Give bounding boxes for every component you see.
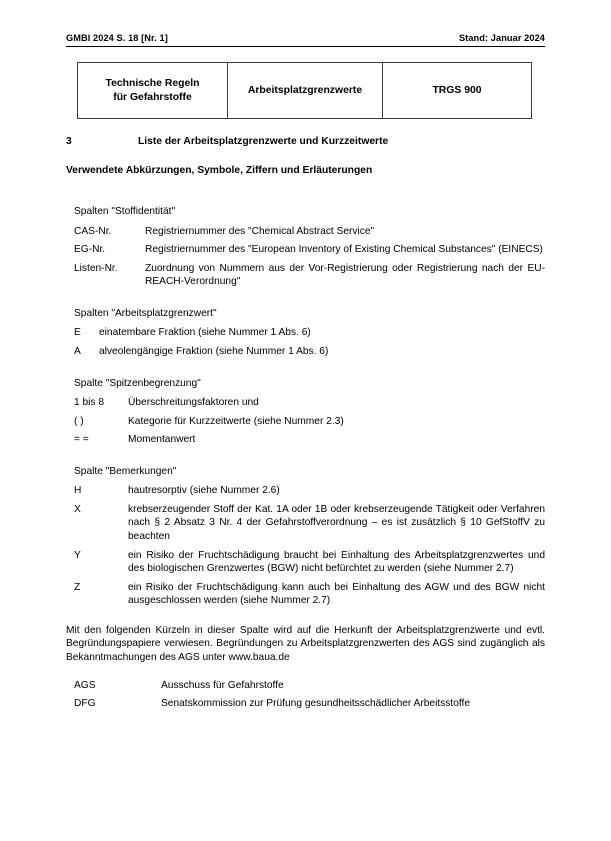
header-left-text: GMBl 2024 S. 18 [Nr. 1] (66, 33, 168, 43)
definition-key: H (74, 485, 82, 497)
definition-row (66, 433, 545, 447)
definition-value: alveolengängige Fraktion (siehe Nummer 1 Abs. 6) (99, 345, 329, 357)
section-number: 3 (66, 136, 72, 147)
definition-row (66, 679, 545, 693)
definition-key: EG-Nr. (74, 244, 106, 256)
title-cell-line1: Technische Regeln (105, 77, 200, 89)
document-body (66, 205, 545, 729)
definition-value: Überschreitungsfaktoren und (128, 397, 259, 409)
group-bemerkungen (66, 465, 545, 608)
title-cell-line2: für Gefahrstoffe (113, 91, 192, 103)
definition-row (66, 396, 545, 410)
definition-row (66, 326, 545, 340)
definition-value: Registriernummer des "European Inventory of Existing Chemical Substances" (EINECS) (145, 244, 543, 256)
group-arbeitsplatzgrenzwert (66, 307, 545, 359)
definition-row (66, 549, 545, 576)
group-title: Spalte "Spitzenbegrenzung" (74, 377, 201, 389)
group-title: Spalten "Arbeitsplatzgrenzwert" (74, 307, 217, 319)
definition-value: einatembare Fraktion (siehe Nummer 1 Abs. 6) (99, 327, 311, 339)
definition-key: X (74, 503, 81, 515)
title-table (77, 62, 532, 119)
definition-key: Y (74, 549, 81, 561)
definition-key: CAS-Nr. (74, 225, 112, 237)
running-header (66, 33, 545, 47)
header-right-text: Stand: Januar 2024 (458, 33, 545, 43)
definition-value: Momentanwert (128, 434, 196, 446)
closing-paragraph: Mit den folgenden Kürzeln in dieser Spalte wird auf die Herkunft der Arbeitsplatzgrenzwerte und evtl. Begründungspapiere verwiesen. Begründungen zu Arbeitsplatzgrenzwerten des AGS sind zugänglich als Bekanntmachungen des AGS unter www.baua.de (66, 624, 545, 663)
section-title: Liste der Arbeitsplatzgrenzwerte und Kurzzeitwerte (138, 136, 389, 147)
definition-row (66, 225, 545, 239)
definition-value: Kategorie für Kurzzeitwerte (siehe Nummer 2.3) (128, 415, 344, 427)
group-title: Spalte "Bemerkungen" (74, 465, 177, 477)
definition-row (66, 484, 545, 498)
definition-value: Registriernummer des "Chemical Abstract Service" (145, 225, 375, 237)
group-title: Spalten "Stoffidentität" (74, 206, 176, 217)
group-spitzenbegrenzung (66, 377, 545, 447)
definition-value: hautresorptiv (siehe Nummer 2.6) (128, 485, 280, 497)
definition-key: Listen-Nr. (74, 262, 118, 274)
group-quellen (66, 624, 545, 711)
section-heading (66, 136, 545, 147)
title-cell-regulation-body (78, 63, 228, 118)
definition-row (66, 345, 545, 359)
definition-key: A (74, 345, 81, 357)
definition-value: Senatskommission zur Prüfung gesundheitsschädlicher Arbeitsstoffe (161, 698, 470, 710)
group-stoffidentitaet (66, 205, 545, 289)
definition-row (66, 415, 545, 429)
definition-key: Z (74, 581, 81, 593)
definition-value: Ausschuss für Gefahrstoffe (161, 679, 284, 691)
title-cell-document-code: TRGS 900 (432, 84, 482, 96)
definition-key: 1 bis 8 (74, 397, 105, 409)
definition-row (66, 503, 545, 544)
section-subtitle: Verwendete Abkürzungen, Symbole, Ziffern und Erläuterungen (66, 165, 373, 176)
definition-value: ein Risiko der Fruchtschädigung braucht bei Einhaltung des Arbeitsplatzgrenzwertes und des biologischen Grenzwertes (BGW) nicht befürchtet zu werden (siehe Nummer 2.7) (128, 549, 545, 575)
definition-value: ein Risiko der Fruchtschädigung kann auch bei Einhaltung des AGW und des BGW nicht ausgeschlossen werden (siehe Nummer 2.7) (128, 581, 545, 607)
definition-row (66, 262, 545, 289)
definition-row (66, 243, 545, 257)
definition-row (66, 697, 545, 711)
definition-key: E (74, 327, 81, 339)
definition-key: = = (74, 434, 89, 446)
title-cell-subject: Arbeitsplatzgrenzwerte (228, 63, 383, 118)
definition-row (66, 581, 545, 608)
definition-key: ( ) (74, 415, 84, 427)
definition-key: DFG (74, 698, 96, 710)
definition-value: Zuordnung von Nummern aus der Vor-Registrierung oder Registrierung nach der EU-REACH-Verordnung" (145, 262, 545, 288)
definition-value: krebserzeugender Stoff der Kat. 1A oder 1B oder krebserzeugende Tätigkeit oder Verfahren nach § 2 Absatz 3 Nr. 4 der Gefahrstoffverordnung – es ist zusätzlich § 10 GefStoffV zu beachten (128, 503, 545, 542)
definition-key: AGS (74, 679, 96, 691)
